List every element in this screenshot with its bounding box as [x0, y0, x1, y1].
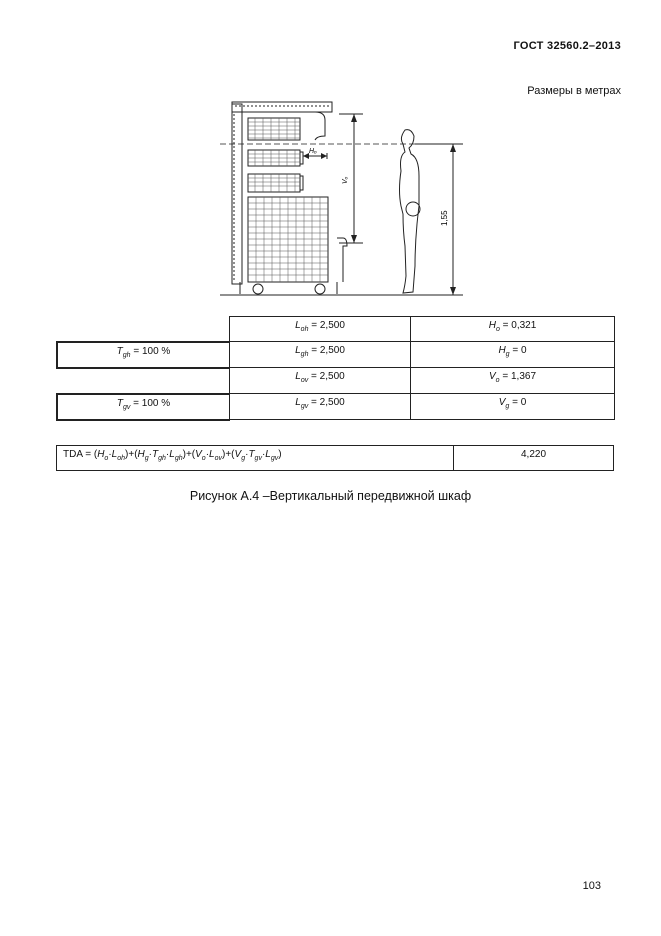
height-label: 1,55 — [440, 210, 449, 226]
cabinet-drawing — [215, 96, 465, 301]
standard-header: ГОСТ 32560.2–2013 — [513, 40, 621, 52]
tda-value: 4,220 — [454, 446, 614, 471]
table-row — [57, 317, 615, 342]
vo-label: Vₒ — [342, 176, 349, 184]
table-cell: $L_{gv} = 2,500$ — [230, 394, 411, 420]
table-cell — [57, 368, 230, 394]
page-number: 103 — [582, 880, 601, 892]
ho-label: Hₒ — [309, 148, 317, 155]
table-cell: $H_g = 0$ — [411, 342, 615, 368]
table-row — [57, 368, 615, 394]
tda-table — [56, 445, 614, 471]
table-cell: $V_g = 0$ — [411, 394, 615, 420]
table-cell — [57, 317, 230, 342]
figure-caption: Рисунок А.4 –Вертикальный передвижной шкаф — [189, 489, 472, 503]
table-cell: $L_{ov} = 2,500$ — [230, 368, 411, 394]
table-cell: $T_{gv} = 100$ % — [57, 394, 230, 420]
units-note: Размеры в метрах — [527, 85, 621, 97]
tda-formula: TDA = $(H_o\cdot L_{oh})+(H_g\cdot T_{gh}\cdot L_{gh})+(V_o\cdot L_{ov})+(V_g\cdot T_{gv}\cdot L_{gv})$ — [57, 446, 454, 471]
table-row — [57, 394, 615, 420]
table-cell: $T_{gh} = 100$ % — [57, 342, 230, 368]
table-cell: $L_{oh} = 2,500$ — [230, 317, 411, 342]
table-cell: $V_o = 1,367$ — [411, 368, 615, 394]
table-row — [57, 342, 615, 368]
values-table — [56, 316, 615, 421]
table-row — [57, 446, 614, 471]
table-cell: $L_{gh} = 2,500$ — [230, 342, 411, 368]
table-cell: $H_o = 0,321$ — [411, 317, 615, 342]
